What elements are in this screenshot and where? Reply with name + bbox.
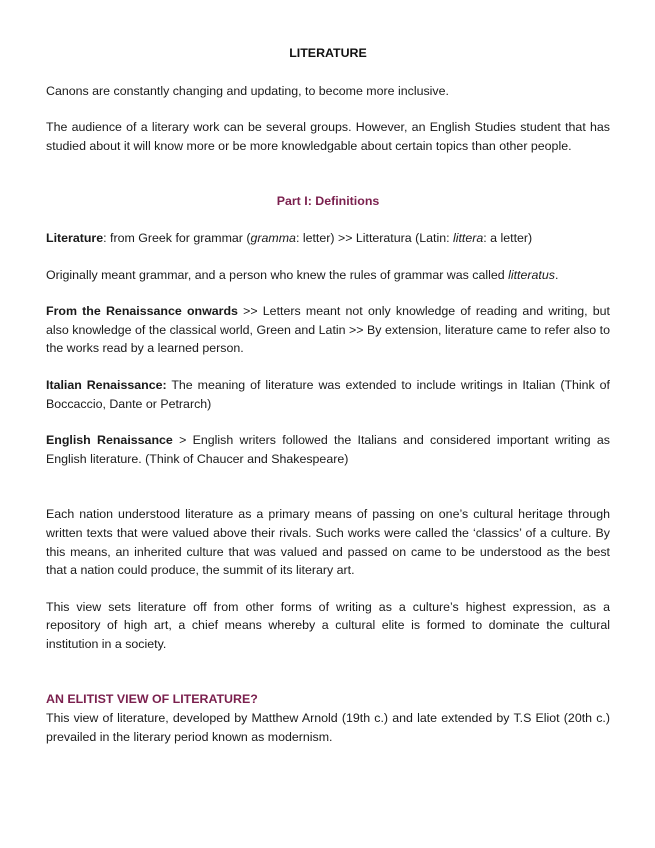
page-title: LITERATURE bbox=[289, 46, 367, 60]
paragraph-english-text: > English writers followed the Italians and considered important writing as English literature. (Think of Chaucer and Shakespeare) bbox=[46, 433, 610, 466]
definition-literature-text-c: : a letter) bbox=[483, 230, 533, 245]
paragraph-originally-italic: litteratus bbox=[508, 267, 555, 282]
definition-literature-text-a: : from Greek for grammar ( bbox=[103, 230, 251, 245]
intro-paragraph-canons: Canons are constantly changing and updating, to become more inclusive. bbox=[46, 83, 449, 98]
paragraph-italian-term: Italian Renaissance: bbox=[46, 377, 167, 392]
paragraph-english-term: English Renaissance bbox=[46, 433, 173, 448]
section-title-definitions: Part I: Definitions bbox=[276, 194, 380, 209]
paragraph-elitist: This view of literature, developed by Matthew Arnold (19th c.) and late extended by T.S Eliot (20th c.) prevailed in the literary period known as modernism. bbox=[46, 711, 610, 744]
paragraph-italian-text: The meaning of literature was extended to include writings in Italian (Think of Boccaccio, Dante or Petrarch) bbox=[46, 377, 611, 411]
definition-literature-text-b: : letter) >> Litteratura (Latin: bbox=[295, 230, 453, 245]
paragraph-nation: Each nation understood literature as a primary means of passing on one’s cultural heritage through written texts that were valued above their rivals. Such works were called the ‘classics’ of a culture. By this means, an inherited culture that was valued and passed on came to be understood as the best that a nation could produce, the summit of its literary art. bbox=[46, 507, 610, 578]
paragraph-english-renaissance bbox=[46, 431, 610, 468]
paragraph-originally-text: Originally meant grammar, and a person who knew the rules of grammar was called bbox=[46, 267, 509, 282]
paragraph-originally bbox=[46, 266, 610, 285]
paragraph-originally-end: . bbox=[554, 267, 559, 282]
paragraph-renaissance-term: From the Renaissance onwards bbox=[46, 304, 238, 319]
definition-literature-italic-b: littera bbox=[452, 230, 484, 245]
paragraph-renaissance bbox=[46, 302, 610, 358]
section-title-elitist: AN ELITIST VIEW OF LITERATURE? bbox=[46, 692, 258, 707]
definition-literature-italic-a: gramma bbox=[250, 230, 296, 245]
paragraph-view: This view sets literature off from other forms of writing as a culture’s highest expression, as a repository of high art, a chief means whereby a cultural elite is formed to dominate the cultural institution in a society. bbox=[46, 599, 610, 651]
definition-literature-term: Literature bbox=[46, 230, 104, 245]
intro-paragraph-audience: The audience of a literary work can be several groups. However, an English Studies student that has studied about it will know more or be more knowledgable about certain topics than other people. bbox=[46, 120, 610, 153]
paragraph-italian-renaissance bbox=[46, 376, 610, 413]
definition-literature bbox=[46, 229, 610, 248]
paragraph-renaissance-text: >> Letters meant not only knowledge of reading and writing, but also knowledge of the classical world, Green and Latin >> By extension, literature came to refer also to the works read by a learned person. bbox=[46, 304, 610, 356]
